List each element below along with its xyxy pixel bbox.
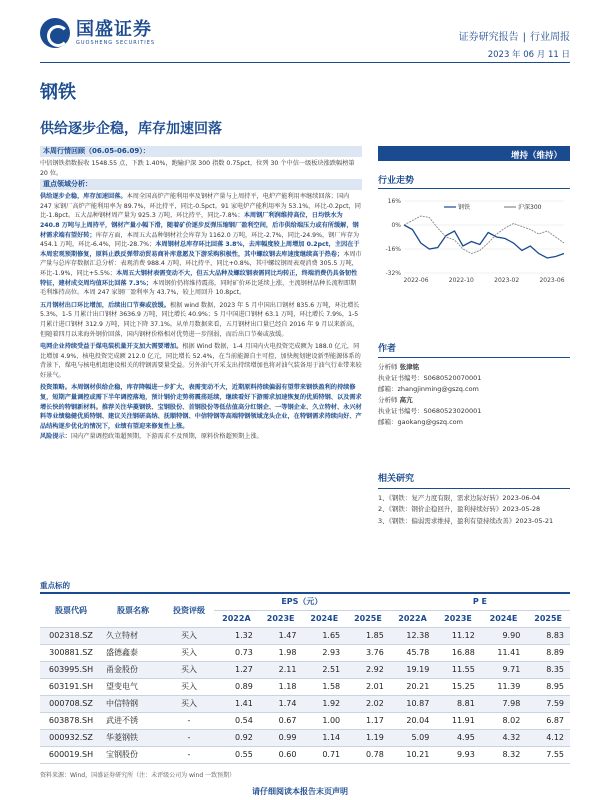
table-cell: 9.90 bbox=[481, 627, 527, 644]
table-cell: 10.21 bbox=[390, 746, 436, 763]
logo-en: GUOSHENG SECURITIES bbox=[76, 39, 156, 46]
legend-label: 钢铁 bbox=[458, 204, 471, 211]
legend-label: 沪深300 bbox=[518, 204, 542, 211]
related-item-1[interactable]: 1、《钢铁：复产力度有限，需求边际好转》2023-06-04 bbox=[378, 493, 541, 502]
table-cell: 1.32 bbox=[214, 627, 259, 644]
key-stocks-table bbox=[40, 592, 570, 764]
table-cell: 12.38 bbox=[390, 627, 436, 644]
col-pe: P E bbox=[390, 593, 570, 610]
table-cell: 0.89 bbox=[214, 678, 259, 695]
col-eps: EPS（元） bbox=[214, 593, 390, 610]
table-cell: 0.73 bbox=[214, 644, 259, 661]
table-cell: 9.71 bbox=[481, 661, 527, 678]
table-row bbox=[40, 661, 570, 678]
table-row bbox=[40, 695, 570, 712]
trend-chart-svg bbox=[378, 193, 570, 293]
table-cell: 8.81 bbox=[435, 695, 481, 712]
table-cell: 20.04 bbox=[390, 712, 436, 729]
risk-paragraph: 风险提示：国内产量调控政策超预期，下游需求不及预期，原料价格超预期上涨。 bbox=[40, 433, 263, 441]
table-cell: 望变电气 bbox=[102, 678, 164, 695]
table-cell: 0.60 bbox=[259, 746, 303, 763]
y-tick-label: 16% bbox=[387, 198, 401, 205]
related-research bbox=[378, 474, 570, 527]
year-header: 2022A bbox=[390, 610, 436, 627]
table-cell: 000932.SZ bbox=[40, 729, 102, 746]
table-cell: 8.32 bbox=[481, 746, 527, 763]
report-kind-label: 行业周报 bbox=[530, 32, 570, 43]
table-cell: 16.88 bbox=[435, 644, 481, 661]
table-cell: 宝钢股份 bbox=[102, 746, 164, 763]
table-cell: 武进不锈 bbox=[102, 712, 164, 729]
y-tick-label: -16% bbox=[385, 246, 401, 253]
year-header: 2025E bbox=[346, 610, 390, 627]
table-cell: 1.85 bbox=[346, 627, 390, 644]
table-cell: 买入 bbox=[164, 695, 214, 712]
table-cell: - bbox=[164, 712, 214, 729]
table-cell: 0.99 bbox=[259, 729, 303, 746]
export-paragraph: 五月钢材出口环比增加，后续出口节奏或放缓。根据 wind 数据，2023 年 5 月中国出口钢材 835.6 万吨，环比增长 5.3%，1-5 月累计出口钢材 3636.9 万吨，同比增长 40.9%；5 月中国进口钢材 63.1 万吨，环比增长 7.9%，1-5 月累计进口钢材 312.9 万吨，同比下降 37.1%。从单月数据来看，五月钢材出口量已经自 2016 年 9 月以来新高，但随着四月以来海外钢价回落，国内钢材价格相对优势进一步削弱，而后出口节奏或放缓。 bbox=[40, 301, 360, 338]
table-cell: 0.55 bbox=[214, 746, 259, 763]
logo-cn: 国盛证券 bbox=[76, 18, 152, 40]
author-1: 分析师 张津铭 bbox=[378, 363, 420, 371]
year-header: 2024E bbox=[481, 610, 527, 627]
table-body bbox=[40, 627, 570, 763]
table-cell: - bbox=[164, 729, 214, 746]
col-code: 股票代码 bbox=[40, 593, 102, 627]
table-cell: 久立特材 bbox=[102, 627, 164, 644]
table-cell: 8.89 bbox=[526, 644, 570, 661]
footer-disclaimer: 请仔细阅读本报告末页声明 bbox=[252, 787, 348, 796]
related-title: 相关研究 bbox=[378, 474, 570, 489]
table-row bbox=[40, 746, 570, 763]
supply-paragraph: 供给逐步企稳，库存加速回落。本周全国高炉产能利用率及钢材产量与上周持平，电炉产能利用率继续回落；国内 247 家钢厂高炉产能利用率为 89.7%，环比持平，同比-0.5pct。91 家电炉产能利用率为 53.1%，环比-0.2pct，同比-1.8pct。五大品种钢材周产量为 925.3 万吨，环比持平，同比-7.8%；本周钢厂利润维持高位，日均铁水为 240.8 万吨与上周持平，钢材产量小幅下滑，随着矿价逐步反弹压缩钢厂盈利空间，后市供给端压力或有所缓解，钢材需求端有望好转；库存方面，本周五大品种钢材社会库存为 1162.0 万吨，环比-2.7%，同比-24.9%，钢厂库存为 454.1 万吨，环比-6.4%，同比-28.7%；本周钢材总库存环比回落 3.8%，去库幅度较上周增加 0.2pct，主因在于本周宏观预期修复，原料止跌反弹带动贸易商补库意愿及下游采购积极性，其中螺纹钢去库速度继续高于热卷；本周市产量与总库存数据汇总分析：表观消费 988.4 万吨，环比持平，同比+0.8%，其中螺纹钢周表观消费 305.5 万吨，环比-1.9%，同比+5.5%；本周五大钢材表需变动不大，但五大品种及螺纹钢表需同比均转正，终端消费仍具备韧性特征，建材成交周均值环比回落 7.3%；本周钢价仍将维持震荡，同时矿价环比延续上涨，主流钢材品种长流程即期毛利维持高位。本周 247 家钢厂盈利率为 43.7%，较上周回升 10.8pct。 bbox=[40, 193, 362, 297]
series-line-0 bbox=[404, 225, 564, 258]
table-cell: 1.98 bbox=[259, 644, 303, 661]
table-row bbox=[40, 712, 570, 729]
table-cell: 4.95 bbox=[435, 729, 481, 746]
table-cell: 9.93 bbox=[435, 746, 481, 763]
table-cell: 603191.SH bbox=[40, 678, 102, 695]
table-cell: 20.21 bbox=[390, 678, 436, 695]
table-cell: 盛德鑫泰 bbox=[102, 644, 164, 661]
strategy-paragraph: 投资策略。本周钢材供给企稳，库存降幅进一步扩大，表需变动不大，近期原料持续偏弱有望带来钢铁盈利的持续修复，短期产量调控或需下半年调控落地，预计钢价走势将震荡延续，继续看好下游需求加速恢复的优质特钢、以及需求增长快的特钢新材料。推荐关注华菱钢铁、宝钢股份、首钢股份等低估值高分红钢企、一等钢企业、久立特材、永兴材料等业绩稳健优质特钢、建议关注钢研高纳、抚顺特钢、中信特钢等高端特钢领域龙头企业，在特钢需求持续向好、产品结构逐步优化的情况下，业绩有望迎来修复性上涨。 bbox=[40, 384, 362, 430]
company-logo bbox=[40, 18, 155, 48]
related-item-2[interactable]: 2、《钢铁：钢价企稳回升，盈利持续好转》2023-05-28 bbox=[378, 505, 541, 513]
authors-block bbox=[378, 344, 570, 428]
year-header: 2023E bbox=[259, 610, 303, 627]
table-cell: 4.12 bbox=[526, 729, 570, 746]
year-header: 2025E bbox=[526, 610, 570, 627]
table-cell: 0.54 bbox=[214, 712, 259, 729]
logo-icon bbox=[40, 18, 70, 48]
y-tick-label: 0% bbox=[391, 222, 401, 229]
table-cell: 买入 bbox=[164, 644, 214, 661]
grid-paragraph: 电网企业持续受益于煤电装机量开支加大需要增加。根据 Wind 数据，1-4 月国内火电投资完成额为 188.0 亿元，同比增加 4.9%，核电投资完成额 212.0 亿元，同比增长 52.4%，在当前能源自主可控，加快规划建设新型能源体系的背景下，煤电与核电机组建设相关的特钢需要量受益。另外油气开采支出持续增加也将对油气装备用于油气行业带来较好景气。 bbox=[40, 343, 362, 379]
author-1-cert: 执业证书编号：S0680520070001 bbox=[378, 374, 482, 382]
author-2-mail[interactable]: 邮箱：gaokang@gszq.com bbox=[378, 418, 463, 426]
table-cell: 1.58 bbox=[302, 678, 346, 695]
table-cell: 1.19 bbox=[346, 729, 390, 746]
table-cell: 11.12 bbox=[435, 627, 481, 644]
table-cell: 买入 bbox=[164, 678, 214, 695]
x-tick-label: 2022-06 bbox=[403, 277, 429, 284]
table-cell: 1.18 bbox=[259, 678, 303, 695]
trend-title: 行业走势 bbox=[378, 173, 570, 189]
table-cell: 1.65 bbox=[302, 627, 346, 644]
col-rating: 投资评级 bbox=[164, 593, 214, 627]
table-cell: 4.32 bbox=[481, 729, 527, 746]
table-cell: 1.74 bbox=[259, 695, 303, 712]
table-cell: 11.91 bbox=[435, 712, 481, 729]
table-cell: 19.19 bbox=[390, 661, 436, 678]
table-cell: 2.92 bbox=[346, 661, 390, 678]
industry-name: 钢铁 bbox=[40, 82, 76, 103]
year-header: 2024E bbox=[302, 610, 346, 627]
summary-column bbox=[40, 146, 362, 443]
table-cell: 1.47 bbox=[259, 627, 303, 644]
header-divider bbox=[40, 62, 570, 63]
report-type bbox=[459, 28, 570, 43]
table-cell: 0.67 bbox=[259, 712, 303, 729]
rating-badge: 增持（维持） bbox=[378, 146, 570, 161]
y-tick-label: -32% bbox=[385, 270, 401, 277]
table-cell: 1.41 bbox=[214, 695, 259, 712]
side-column bbox=[378, 146, 570, 293]
author-1-mail[interactable]: 邮箱：zhangjinming@gszq.com bbox=[378, 385, 479, 393]
table-row bbox=[40, 644, 570, 661]
table-cell: 1.92 bbox=[302, 695, 346, 712]
authors-title: 作者 bbox=[378, 344, 570, 358]
table-cell: 2.02 bbox=[346, 695, 390, 712]
table-cell: 中信特钢 bbox=[102, 695, 164, 712]
table-cell: 1.17 bbox=[346, 712, 390, 729]
year-header: 2022A bbox=[214, 610, 259, 627]
table-cell: 5.09 bbox=[390, 729, 436, 746]
table-cell: - bbox=[164, 746, 214, 763]
table-cell: 000708.SZ bbox=[40, 695, 102, 712]
table-cell: 11.55 bbox=[435, 661, 481, 678]
col-name: 股票名称 bbox=[102, 593, 164, 627]
table-cell: 10.87 bbox=[390, 695, 436, 712]
table-cell: 002318.SZ bbox=[40, 627, 102, 644]
table-cell: 0.78 bbox=[346, 746, 390, 763]
trend-chart bbox=[378, 193, 570, 293]
header-separator: | bbox=[522, 32, 526, 43]
table-cell: 45.78 bbox=[390, 644, 436, 661]
table-row bbox=[40, 729, 570, 746]
table-cell: 华菱钢铁 bbox=[102, 729, 164, 746]
report-date: 2023 年 06 月 11 日 bbox=[487, 50, 570, 60]
table-cell: 1.14 bbox=[302, 729, 346, 746]
author-2: 分析师 高亢 bbox=[378, 396, 413, 404]
section-market-review: 本周行情回顾（06.05-06.09）： bbox=[40, 146, 362, 157]
table-row bbox=[40, 678, 570, 695]
table-cell: 15.25 bbox=[435, 678, 481, 695]
table-cell: 甬金股份 bbox=[102, 661, 164, 678]
section-key-areas: 重点领域分析： bbox=[40, 179, 362, 190]
table-row bbox=[40, 627, 570, 644]
table-cell: 603878.SH bbox=[40, 712, 102, 729]
x-tick-label: 2022-10 bbox=[448, 277, 474, 284]
report-title: 供给逐步企稳，库存加速回落 bbox=[40, 121, 222, 137]
table-cell: 7.59 bbox=[526, 695, 570, 712]
table-cell: 1.27 bbox=[214, 661, 259, 678]
table-source: 资料来源：Wind，国盛证券研究所（注：未评级公司为 wind 一致预期） bbox=[40, 772, 236, 779]
table-cell: 6.87 bbox=[526, 712, 570, 729]
table-cell: 8.95 bbox=[526, 678, 570, 695]
table-cell: 7.98 bbox=[481, 695, 527, 712]
author-2-cert: 执业证书编号：S0680523020001 bbox=[378, 407, 482, 415]
table-cell: 0.71 bbox=[302, 746, 346, 763]
table-cell: 2.51 bbox=[302, 661, 346, 678]
table-cell: 8.83 bbox=[526, 627, 570, 644]
table-cell: 8.02 bbox=[481, 712, 527, 729]
table-cell: 2.11 bbox=[259, 661, 303, 678]
table-cell: 0.92 bbox=[214, 729, 259, 746]
market-review-text: 中信钢铁指数报收 1548.55 点，下跌 1.40%，跑输沪深 300 指数 0.75pct，位列 30 个中信一级板块涨跌幅榜第 20 位。 bbox=[40, 160, 355, 177]
table-cell: 3.76 bbox=[346, 644, 390, 661]
x-tick-label: 2023-02 bbox=[494, 277, 520, 284]
table-cell: 603995.SH bbox=[40, 661, 102, 678]
year-header: 2023E bbox=[435, 610, 481, 627]
x-tick-label: 2023-06 bbox=[539, 277, 565, 284]
table-cell: 买入 bbox=[164, 627, 214, 644]
table-cell: 2.93 bbox=[302, 644, 346, 661]
table-cell: 买入 bbox=[164, 661, 214, 678]
table-cell: 600019.SH bbox=[40, 746, 102, 763]
table-cell: 7.55 bbox=[526, 746, 570, 763]
table-title: 重点标的 bbox=[40, 581, 70, 590]
table-cell: 300881.SZ bbox=[40, 644, 102, 661]
table-cell: 11.41 bbox=[481, 644, 527, 661]
table-cell: 2.01 bbox=[346, 678, 390, 695]
table-cell: 1.00 bbox=[302, 712, 346, 729]
table-cell: 8.35 bbox=[526, 661, 570, 678]
related-item-3[interactable]: 3、《钢铁：偏弱需求维持，盈利有望持续改善》2023-05-21 bbox=[378, 516, 554, 525]
table-cell: 11.39 bbox=[481, 678, 527, 695]
report-type-label: 证券研究报告 bbox=[458, 32, 519, 43]
